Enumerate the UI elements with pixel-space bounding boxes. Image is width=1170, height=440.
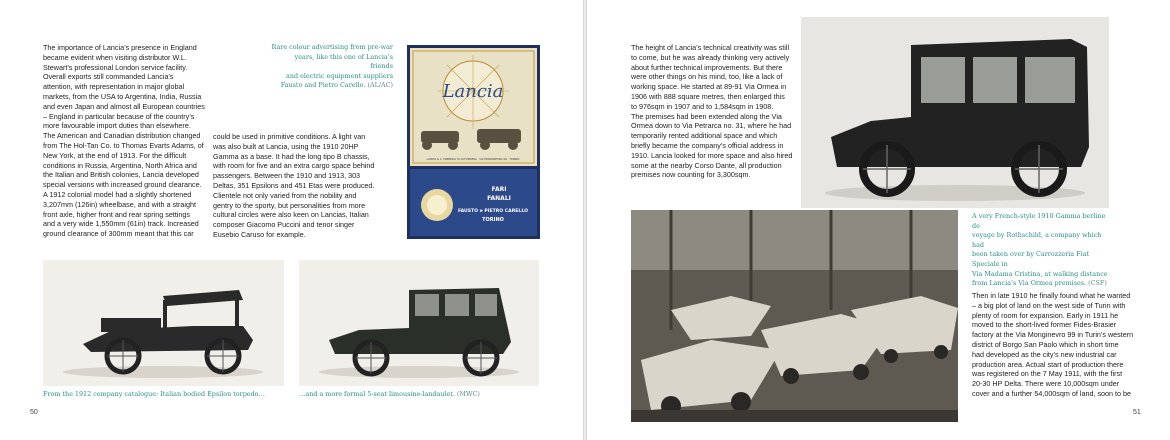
limousine-photo-caption: …and a more formal 5-seat limousine-landaulet. (MWC) — [299, 390, 480, 398]
limousine-photo-credit: (MWC) — [456, 390, 480, 398]
poster-city-text: TORINO — [482, 217, 504, 223]
epsilon-torpedo-photo — [43, 260, 284, 386]
left-column-1-text: The importance of Lancia’s presence in England became evident when visiting distributor W.L. Stewart’s professional London service facility. Overall exports still commanded Lancia’s attention, with representation in major global markets, from the USA to Argentina, India, Russia and even Japan and almost all European countries – England in particular because of the country’s more favourable import duties than elsewhere. The American and Canadian distribution changed from The Hol-Tan Co. to Thomas Evarts Adams, of New York, at the end of 1913. For the difficult conditions in Russia, Argentina, North Africa and the Italian and British colonies, Lancia developed special versions with increased ground clearance. A 1912 colonial model had a slightly shortened 3,207mm (126in) wheelbase, and with a straight front axle, higher front and rear spring settings and a very wide 1,550mm (61in) track. Increased ground clearance of 300mm meant that this car — [43, 43, 205, 239]
poster-caption: Rare colour advertising from pre-war years, like this one of Lancia’s friends and electric equipment suppliers Fausto and Pietro Carello. (AL/AC) — [271, 43, 393, 90]
right-page — [587, 0, 1170, 440]
poster-maker-line: LANCIA & C. FABBRICA DI AUTOMOBILI · VIA MONGINEVRO 99 · TORINO — [426, 158, 520, 161]
left-page — [0, 0, 583, 440]
poster-credit: (AL/AC) — [367, 81, 393, 90]
poster-supplier-text: FAUSTO e PIETRO CARELLO — [457, 209, 529, 214]
factory-interior-photo — [631, 210, 958, 422]
poster-fanali-text: FANALI — [487, 195, 511, 202]
poster-brand-text: Lancia — [442, 81, 504, 102]
limousine-landaulet-photo — [299, 260, 539, 386]
epsilon-photo-caption: From the 1912 company catalogue: Italian bodied Epsilon torpedo… — [43, 390, 265, 398]
page-number-left: 50 — [30, 409, 38, 416]
poster-fari-text: FARI — [491, 186, 507, 193]
gamma-berline-photo — [801, 17, 1109, 208]
gamma-berline-caption: A very French-style 1910 Gamma berline de voyage by Rothschild, a company which had been taken over by Carrozzeria Fiat Speciale in Via Madama Cristina, at walking distance from Lancia’s Via Ormea premises. (CSF) — [972, 212, 1108, 288]
right-column-2-text: Then in late 1910 he finally found what he wanted – a big plot of land on the west side of Turin with plenty of room for expansion. Early in 1911 he moved to the short-lived former Fides-Brasier factory at the Via Monginevro 99 in Turin’s western district of Borgo San Paolo which in short time had developed as the city’s new industrial car production area. Actual start of production there was registered on the 7 May 1911, with the first 20-30 HP Delta. There were 10,000sqm under cover and a further 54,000sqm of land, soon to be — [972, 291, 1134, 398]
right-column-1-text: The height of Lancia’s technical creativity was still to come, but he was already thinking very actively about further technical improvements. But there were other things on his mind, too, like a lack of working space. He started at 89-91 Via Ormea in 1906 with 888 square metres, then enlarged this to 976sqm in 1907 and to 1,584sqm in 1908. The premises had been extended along the Via Ormea down to Via Petrarca no. 31, where he had temporarily rented additional space and which briefly became the company’s official address in 1910. Lancia looked for more space and also hired some at the nearby Corso Dante, all production premises now counting for 3,300sqm. — [631, 43, 793, 180]
gamma-berline-credit: (CSF) — [1088, 279, 1107, 288]
page-number-right: 51 — [1133, 409, 1141, 416]
carello-poster-image — [407, 45, 540, 239]
left-column-2-text: could be used in primitive conditions. A light van was also built at Lancia, using the 1910 20HP Gamma as a base. It had the long tipo B chassis, with room for five and an extra cargo space behind passengers. Between the 1910 and 1913, 303 Deltas, 351 Epsilons and 451 Etas were produced. Clientele not only varied from the nobility and gentry to the sporty, but personalities from more cultural circles were also keen on Lancias, Italian composer Giacomo Puccini and tenor singer Eusebio Caruso for example. — [213, 132, 375, 239]
